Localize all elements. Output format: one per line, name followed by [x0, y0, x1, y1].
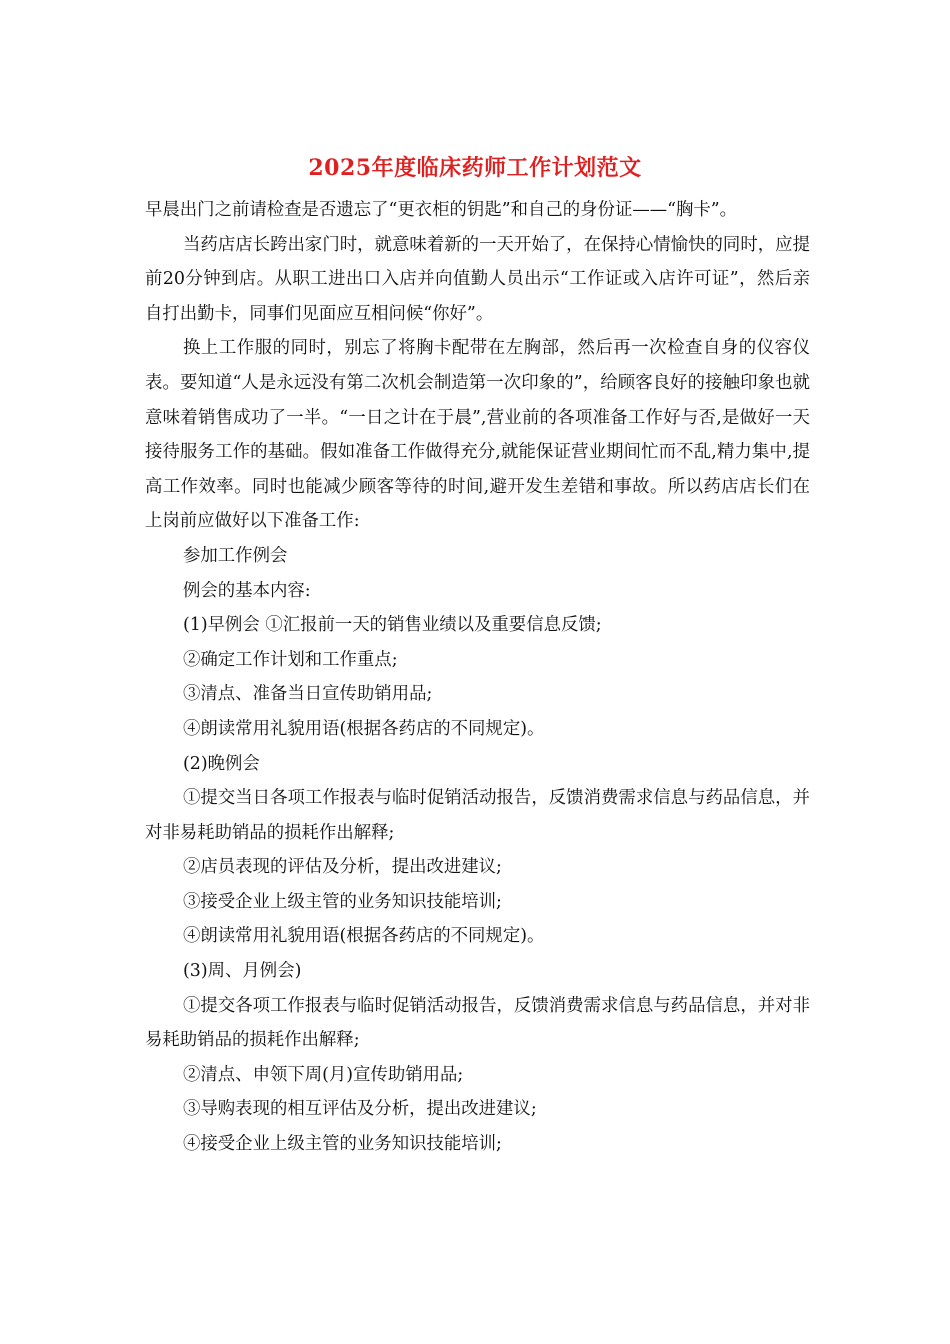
paragraph: 例会的基本内容:	[183, 580, 311, 601]
list-item: (1)早例会 ①汇报前一天的销售业绩以及重要信息反馈;	[183, 615, 602, 636]
list-item: ③导购表现的相互评估及分析，提出改进建议;	[183, 1099, 537, 1120]
list-item: (2)晚例会	[183, 753, 260, 774]
list-item: ②店员表现的评估及分析，提出改进建议;	[183, 857, 502, 878]
list-item: (3)周、月例会)	[183, 961, 302, 982]
paragraph: 参加工作例会	[183, 545, 288, 566]
paragraph: 换上工作服的同时，别忘了将胸卡配带在左胸部，然后再一次检查自身的仪容仪表。要知道“人是永远没有第二次机会制造第一次印象的”，给顾客良好的接触印象也就意味着销售成功了一半。“一日之计在于晨”,营业前的各项准备工作好与否,是做好一天接待服务工作的基础。假如准备工作做得充分,就能保证营业期间忙而不乱,精力集中,提高工作效率。同时也能减少顾客等待的时间,避开发生差错和事故。所以药店店长们在上岗前应做好以下准备工作:	[145, 338, 810, 532]
paragraph: 早晨出门之前请检查是否遗忘了“更衣柜的钥匙”和自己的身份证——“胸卡”。	[145, 200, 738, 220]
document-title: 2025年度临床药师工作计划范文	[308, 155, 642, 181]
list-item: ②确定工作计划和工作重点;	[183, 649, 398, 670]
list-item: ①提交各项工作报表与临时促销活动报告，反馈消费需求信息与药品信息，并对非易耗助销品的损耗作出解释;	[145, 995, 810, 1051]
list-item: ②清点、申领下周(月)宣传助销用品;	[183, 1064, 464, 1085]
document-body	[145, 193, 810, 1162]
list-item: ④朗读常用礼貌用语(根据各药店的不同规定)。	[183, 926, 545, 947]
list-item: ①提交当日各项工作报表与临时促销活动报告，反馈消费需求信息与药品信息，并对非易耗助销品的损耗作出解释;	[145, 788, 810, 843]
list-item: ③接受企业上级主管的业务知识技能培训;	[183, 891, 502, 912]
list-item: ④接受企业上级主管的业务知识技能培训;	[183, 1134, 502, 1155]
paragraph: 当药店店长跨出家门时，就意味着新的一天开始了，在保持心情愉快的同时，应提前20分钟到店。从职工进出口入店并向值勤人员出示“工作证或入店许可证”，然后亲自打出勤卡，同事们见面应互相问候“你好”。	[145, 234, 810, 324]
list-item: ③清点、准备当日宣传助销用品;	[183, 684, 433, 705]
list-item: ④朗读常用礼貌用语(根据各药店的不同规定)。	[183, 718, 545, 739]
